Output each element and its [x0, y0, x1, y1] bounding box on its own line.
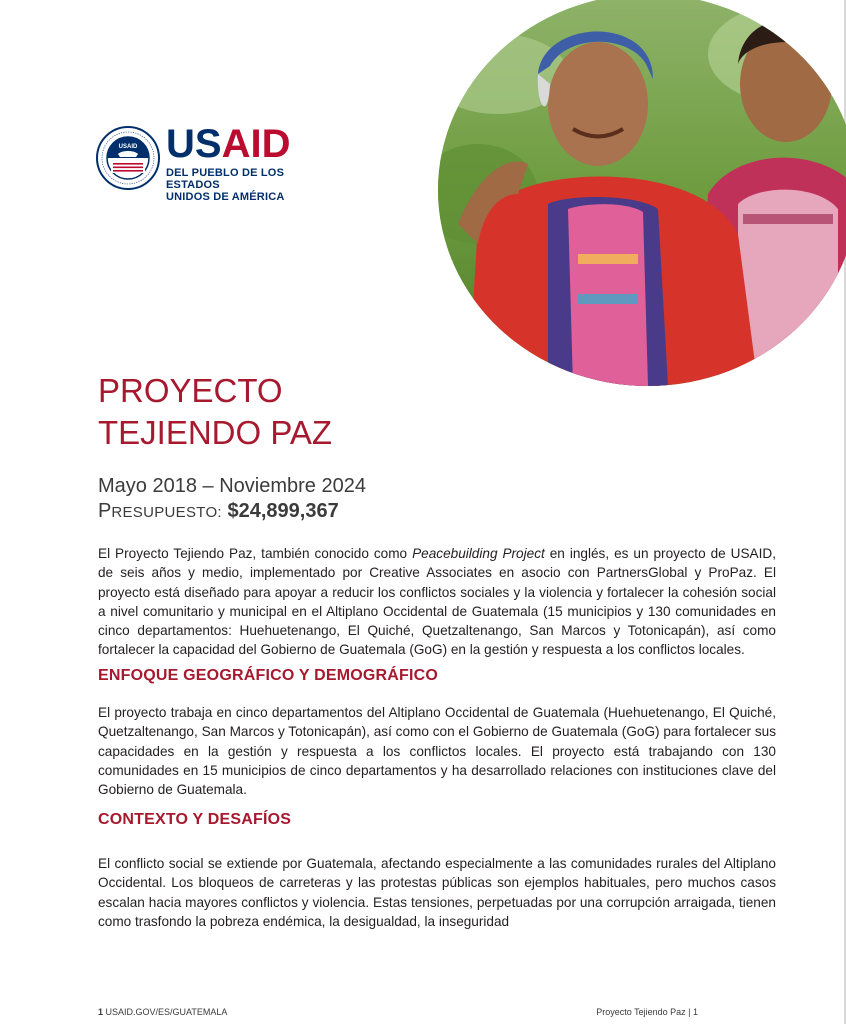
footer-page-number: 1: [98, 1007, 104, 1017]
intro-paragraph: [98, 544, 776, 660]
project-budget: [98, 499, 339, 525]
title-line-1: PROYECTO: [98, 372, 283, 409]
section-body-geografico: El proyecto trabaja en cinco departamentos del Altiplano Occidental de Guatemala (Huehuetenango, El Quiché, Quetzaltenango, San Marcos y Totonicapán), así como con el Gobierno de Guatemala (GoG) para fortalecer sus capacidades en la gestión y respuesta a los conflictos locales. El proyecto está trabajando con 130 comunidades en 15 municipios de cinco departamentos y ha desarrollado relaciones con instituciones clave del Gobierno de Guatemala.: [98, 705, 776, 798]
hero-photo: [438, 0, 846, 386]
footer-url: USAID.GOV/ES/GUATEMALA: [105, 1007, 228, 1017]
footer-right: [596, 1007, 698, 1017]
footer-left: [98, 1007, 227, 1017]
footer-project-label: Proyecto Tejiendo Paz |: [596, 1007, 691, 1017]
seal-center-text: USAID: [118, 144, 138, 150]
intro-italic: Peacebuilding Project: [412, 546, 545, 561]
section-heading-geografico: ENFOQUE GEOGRÁFICO Y DEMOGRÁFICO: [98, 667, 439, 684]
footer-right-page: 1: [692, 1007, 698, 1017]
budget-amount: $24,899,367: [227, 500, 339, 522]
budget-label-rest: RESUPUESTO:: [111, 504, 222, 521]
intro-text-2: en inglés, es un proyecto de USAID, de seis años y medio, implementado por Creative Associates en asocio con PartnersGlobal y ProPaz. El proyecto está diseñado para apoyar a reducir los conflictos sociales y la violencia y fortalecer la cohesión social a nivel comunitario y municipal en el Altiplano Occidental de Guatemala (15 municipios y 130 comunidades en cinco departamentos: Huehuetenango, El Quiché, Quetzaltenango, San Marcos y Totonicapán), así como fortalecer la capacidad del Gobierno de Guatemala (GoG) en la gestión y respuesta a los conflictos locales.: [98, 546, 776, 658]
usaid-logo: [96, 122, 326, 203]
photo-women-illustration: [438, 0, 846, 386]
budget-label-initial: P: [98, 500, 112, 522]
usaid-wordmark: [166, 124, 326, 203]
wordmark-us: US: [166, 122, 222, 166]
logo-tagline: [166, 167, 326, 203]
tagline-line-1: DEL PUEBLO DE LOS ESTADOS: [166, 167, 285, 191]
section-body-contexto: El conflicto social se extiende por Guatemala, afectando especialmente a las comunidades rurales del Altiplano Occidental. Los bloqueos de carreteras y las protestas públicas son ejemplos habituales, pero muchos casos escalan hacia mayores conflictos y violencia. Estas tensiones, perpetuadas por una corrupción arraigada, tienen como trasfondo la pobreza endémica, la desigualdad, la inseguridad: [98, 856, 776, 929]
intro-text-1: El Proyecto Tejiendo Paz, también conocido como: [98, 546, 413, 561]
tagline-line-2: UNIDOS DE AMÉRICA: [166, 191, 285, 203]
title-line-2: TEJIENDO PAZ: [98, 414, 333, 451]
page-title: [98, 370, 332, 454]
usaid-seal-icon: [96, 126, 160, 190]
section-heading-contexto: CONTEXTO Y DESAFÍOS: [98, 811, 292, 828]
project-dates: Mayo 2018 – Noviembre 2024: [98, 475, 366, 497]
wordmark-aid: AID: [221, 122, 291, 166]
